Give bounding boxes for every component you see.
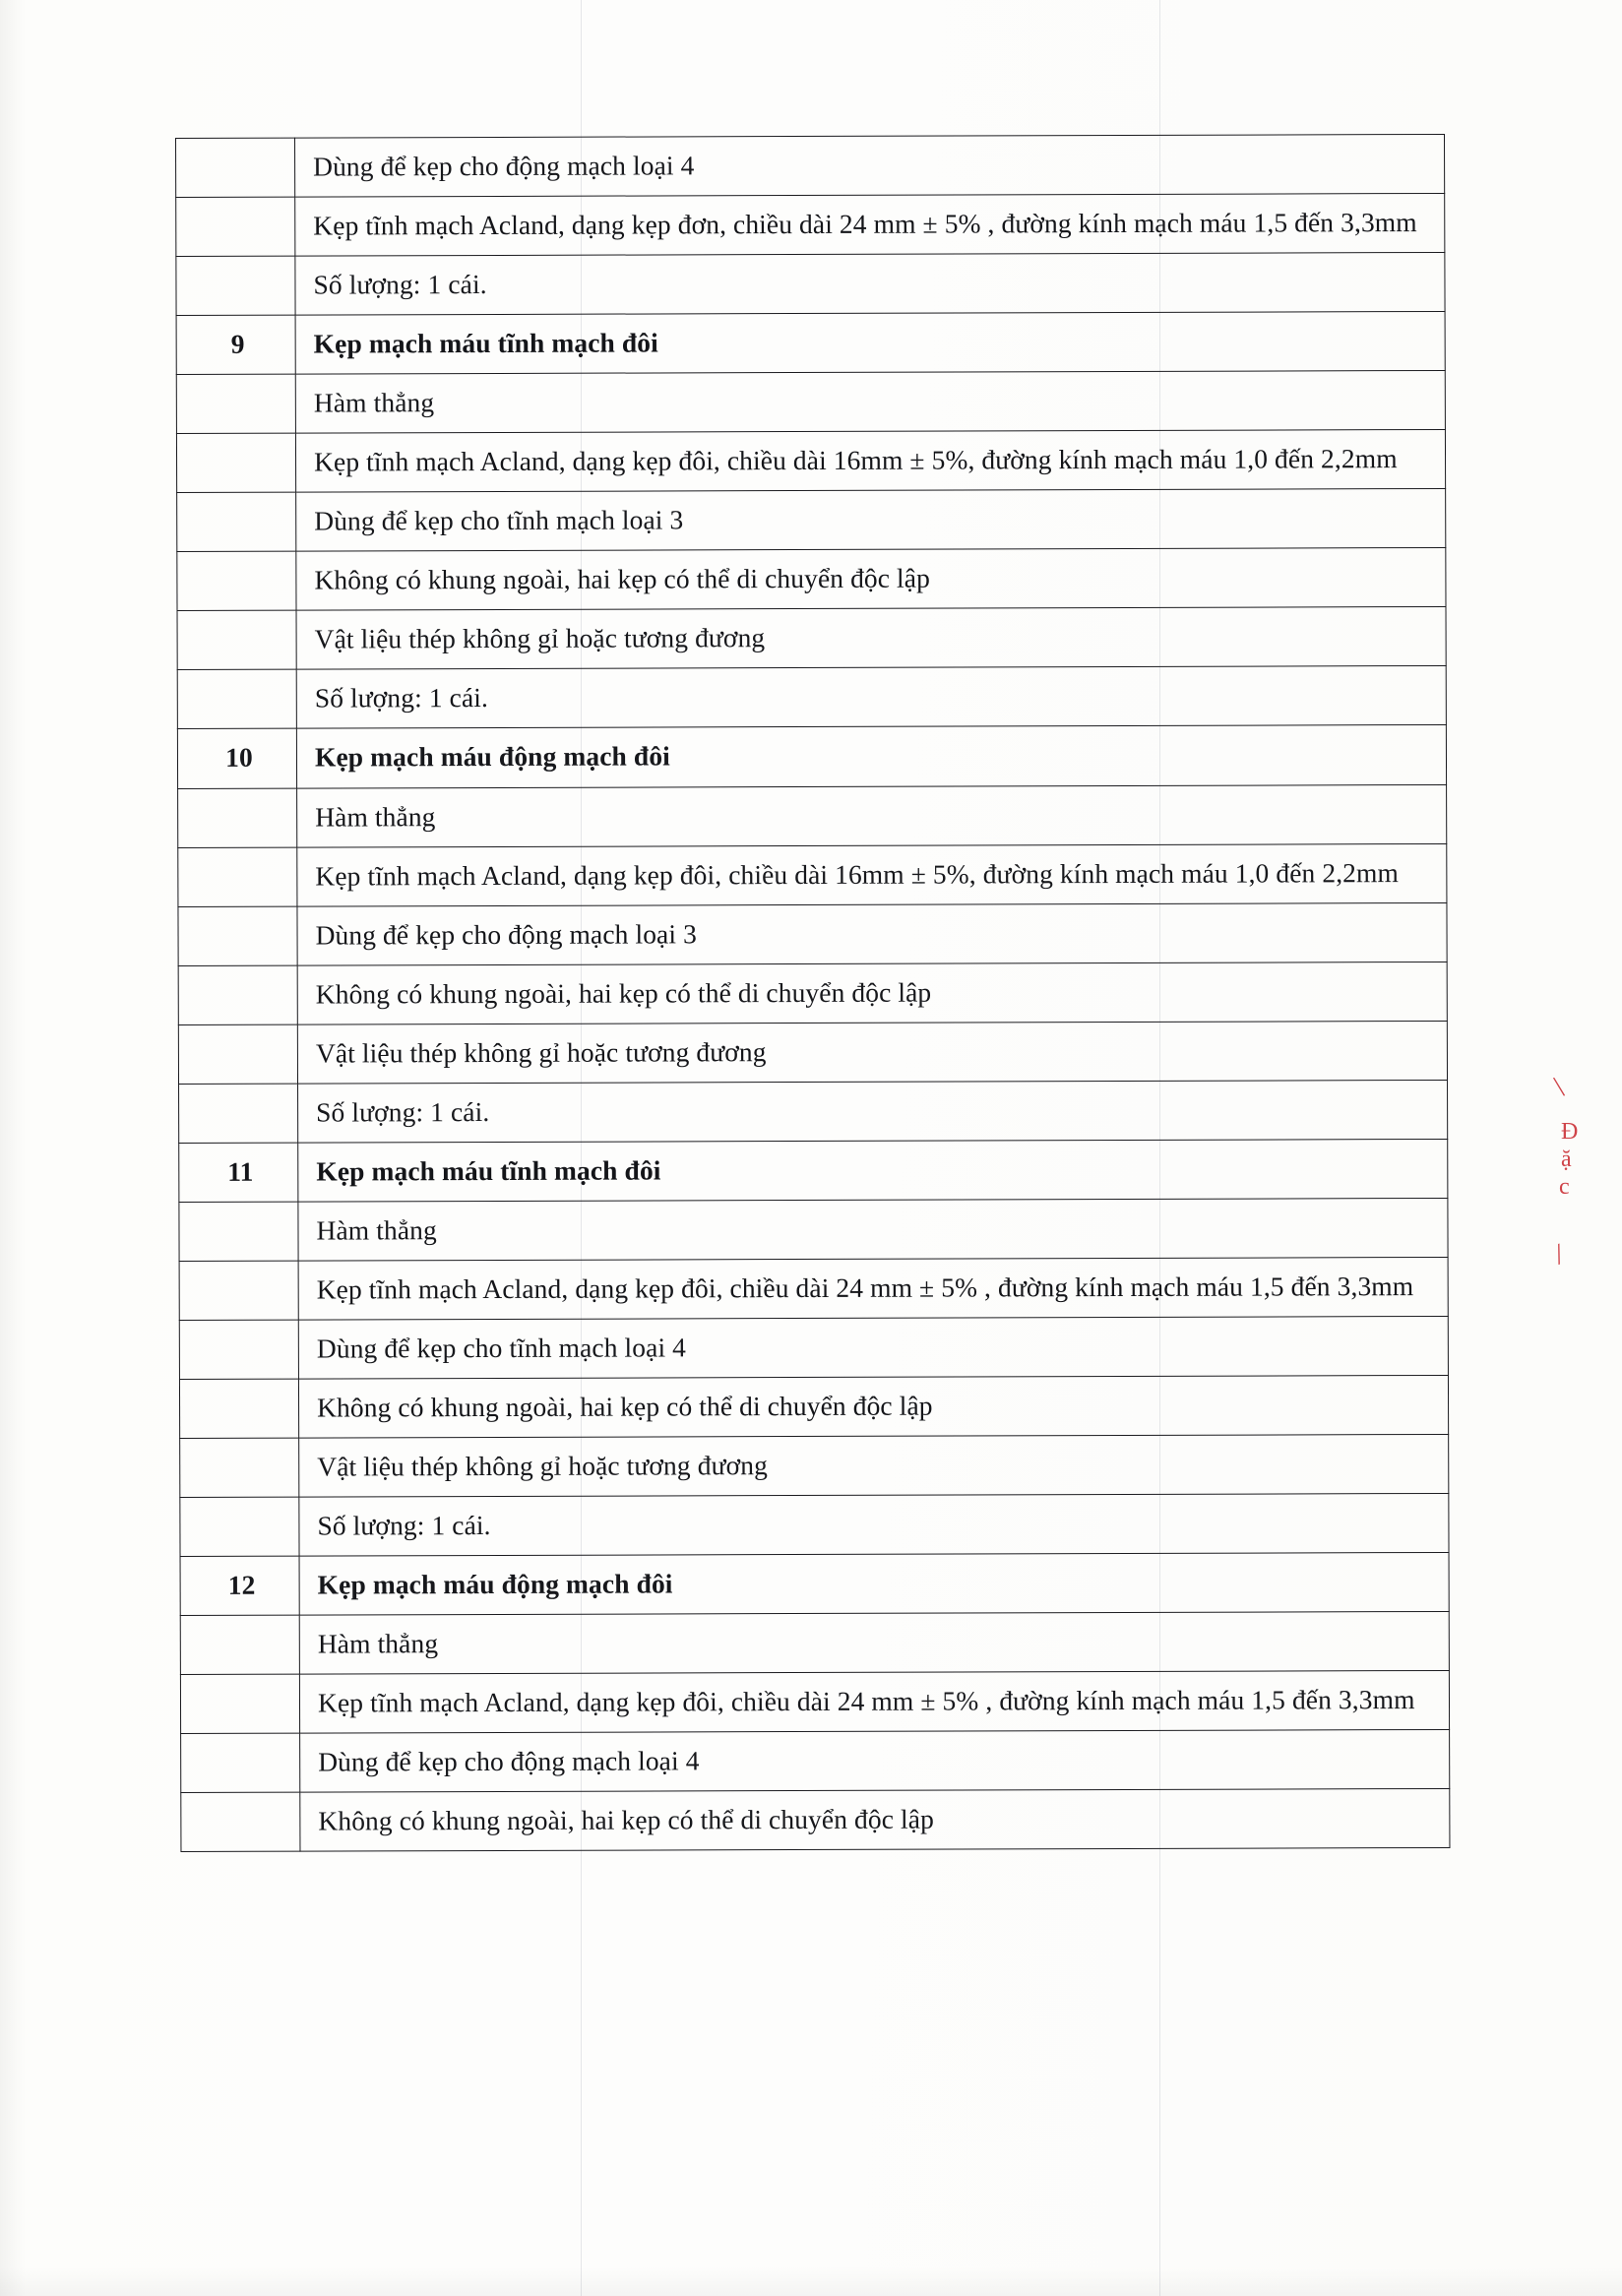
row-description-cell: Số lượng: 1 cái. <box>299 1494 1449 1557</box>
row-description-cell: Không có khung ngoài, hai kẹp có thể di chuyển độc lập <box>296 548 1446 611</box>
table-row <box>177 548 1446 611</box>
table-row <box>181 1730 1450 1793</box>
row-number-cell: 9 <box>176 315 295 374</box>
row-number-cell <box>177 551 296 610</box>
row-description-cell: Vật liệu thép không gỉ hoặc tương đương <box>299 1434 1449 1497</box>
row-number-cell <box>178 906 297 965</box>
row-description-cell: Hàm thẳng <box>297 784 1447 847</box>
row-title-cell: Kẹp mạch máu động mạch đôi <box>299 1553 1449 1616</box>
margin-handwriting-annotation <box>1535 1070 1604 1299</box>
row-number-cell <box>179 1320 298 1379</box>
row-description-cell: Hàm thẳng <box>299 1612 1449 1675</box>
table-row <box>179 1257 1448 1320</box>
specification-table-container <box>175 138 1445 1852</box>
row-description-cell: Số lượng: 1 cái. <box>296 666 1446 729</box>
row-description-cell: Số lượng: 1 cái. <box>298 1080 1448 1143</box>
row-number-cell <box>181 1792 300 1851</box>
row-number-cell <box>177 610 296 669</box>
row-description-cell: Kẹp tĩnh mạch Acland, dạng kẹp đôi, chiều dài 16mm ± 5%, đường kính mạch máu 1,0 đến 2,2mm <box>297 843 1447 906</box>
row-title-cell: Kẹp mạch máu tĩnh mạch đôi <box>295 312 1445 375</box>
row-description-cell: Kẹp tĩnh mạch Acland, dạng kẹp đôi, chiều dài 24 mm ± 5% , đường kính mạch máu 1,5 đến 3,3mm <box>298 1257 1448 1320</box>
row-number-cell <box>176 197 295 256</box>
row-number-cell: 10 <box>177 729 296 788</box>
table-row <box>180 1434 1449 1497</box>
margin-mark-1: \ <box>1551 1070 1567 1104</box>
row-number-cell <box>178 1024 297 1084</box>
row-number-cell <box>176 256 295 315</box>
margin-mark-5: / <box>1549 1237 1569 1272</box>
table-row <box>176 253 1445 316</box>
row-description-cell: Số lượng: 1 cái. <box>295 253 1445 316</box>
table-row <box>180 1671 1449 1734</box>
row-number-cell <box>178 788 297 847</box>
row-title-cell: Kẹp mạch máu tĩnh mạch đôi <box>298 1139 1448 1202</box>
table-row <box>176 312 1445 375</box>
table-row <box>178 784 1447 847</box>
row-number-cell <box>180 1497 299 1556</box>
row-description-cell: Dùng để kẹp cho động mạch loại 4 <box>295 134 1445 197</box>
row-description-cell: Không có khung ngoài, hai kẹp có thể di chuyển độc lập <box>298 1375 1448 1438</box>
page-left-edge-shadow <box>0 0 26 2296</box>
table-row <box>177 666 1446 729</box>
table-row <box>177 489 1446 552</box>
specification-table-body <box>176 134 1450 1851</box>
table-row <box>177 725 1446 788</box>
table-row <box>179 1316 1448 1379</box>
row-number-cell <box>178 847 297 906</box>
row-number-cell <box>179 1261 298 1320</box>
page-bottom-edge-shadow <box>0 2266 1622 2296</box>
table-row <box>178 962 1447 1024</box>
table-row <box>178 902 1447 965</box>
row-number-cell <box>180 1674 299 1733</box>
row-number-cell <box>180 1438 299 1497</box>
table-row <box>176 134 1445 197</box>
row-description-cell: Kẹp tĩnh mạch Acland, dạng kẹp đơn, chiều dài 24 mm ± 5% , đường kính mạch máu 1,5 đến 3,3mm <box>295 193 1445 256</box>
row-number-cell <box>176 374 295 433</box>
table-row <box>181 1789 1450 1852</box>
table-row <box>176 371 1445 434</box>
margin-mark-3: ặ <box>1561 1147 1572 1172</box>
row-number-cell: 12 <box>180 1556 299 1615</box>
table-row <box>180 1494 1449 1557</box>
row-description-cell: Không có khung ngoài, hai kẹp có thể di chuyển độc lập <box>300 1789 1450 1852</box>
table-row <box>180 1612 1449 1675</box>
row-number-cell <box>179 1202 298 1261</box>
row-number-cell <box>179 1379 298 1438</box>
table-row <box>179 1198 1448 1261</box>
row-description-cell: Dùng để kẹp cho động mạch loại 3 <box>297 902 1447 965</box>
row-description-cell: Dùng để kẹp cho tĩnh mạch loại 4 <box>298 1316 1448 1379</box>
row-description-cell: Vật liệu thép không gỉ hoặc tương đương <box>297 1021 1447 1084</box>
row-description-cell: Kẹp tĩnh mạch Acland, dạng kẹp đôi, chiều dài 24 mm ± 5% , đường kính mạch máu 1,5 đến 3,3mm <box>299 1671 1449 1734</box>
table-row <box>178 1021 1447 1084</box>
table-row <box>179 1375 1448 1438</box>
row-number-cell <box>177 492 296 551</box>
row-number-cell <box>180 1615 299 1674</box>
row-number-cell <box>179 1084 298 1143</box>
margin-mark-2: Đ <box>1561 1119 1579 1145</box>
table-row <box>178 843 1447 906</box>
row-title-cell: Kẹp mạch máu động mạch đôi <box>296 725 1446 788</box>
row-description-cell: Hàm thẳng <box>295 371 1445 434</box>
row-description-cell: Hàm thẳng <box>298 1198 1448 1261</box>
row-description-cell: Không có khung ngoài, hai kẹp có thể di chuyển độc lập <box>297 962 1447 1024</box>
row-number-cell: 11 <box>179 1143 298 1202</box>
table-row <box>180 1553 1449 1616</box>
table-row <box>177 607 1446 670</box>
row-description-cell: Dùng để kẹp cho động mạch loại 4 <box>300 1730 1450 1793</box>
row-description-cell: Vật liệu thép không gỉ hoặc tương đương <box>296 607 1446 670</box>
row-number-cell <box>178 965 297 1024</box>
row-description-cell: Dùng để kẹp cho tĩnh mạch loại 3 <box>296 489 1446 552</box>
table-row <box>176 430 1445 493</box>
row-number-cell <box>177 670 296 729</box>
row-number-cell <box>176 138 295 197</box>
table-row <box>176 193 1445 256</box>
row-number-cell <box>181 1733 300 1792</box>
margin-mark-4: c <box>1559 1174 1570 1200</box>
row-description-cell: Kẹp tĩnh mạch Acland, dạng kẹp đôi, chiều dài 16mm ± 5%, đường kính mạch máu 1,0 đến 2,2mm <box>295 430 1445 493</box>
row-number-cell <box>176 433 295 492</box>
table-row <box>179 1139 1448 1202</box>
table-row <box>179 1080 1448 1143</box>
specification-table <box>175 134 1450 1852</box>
